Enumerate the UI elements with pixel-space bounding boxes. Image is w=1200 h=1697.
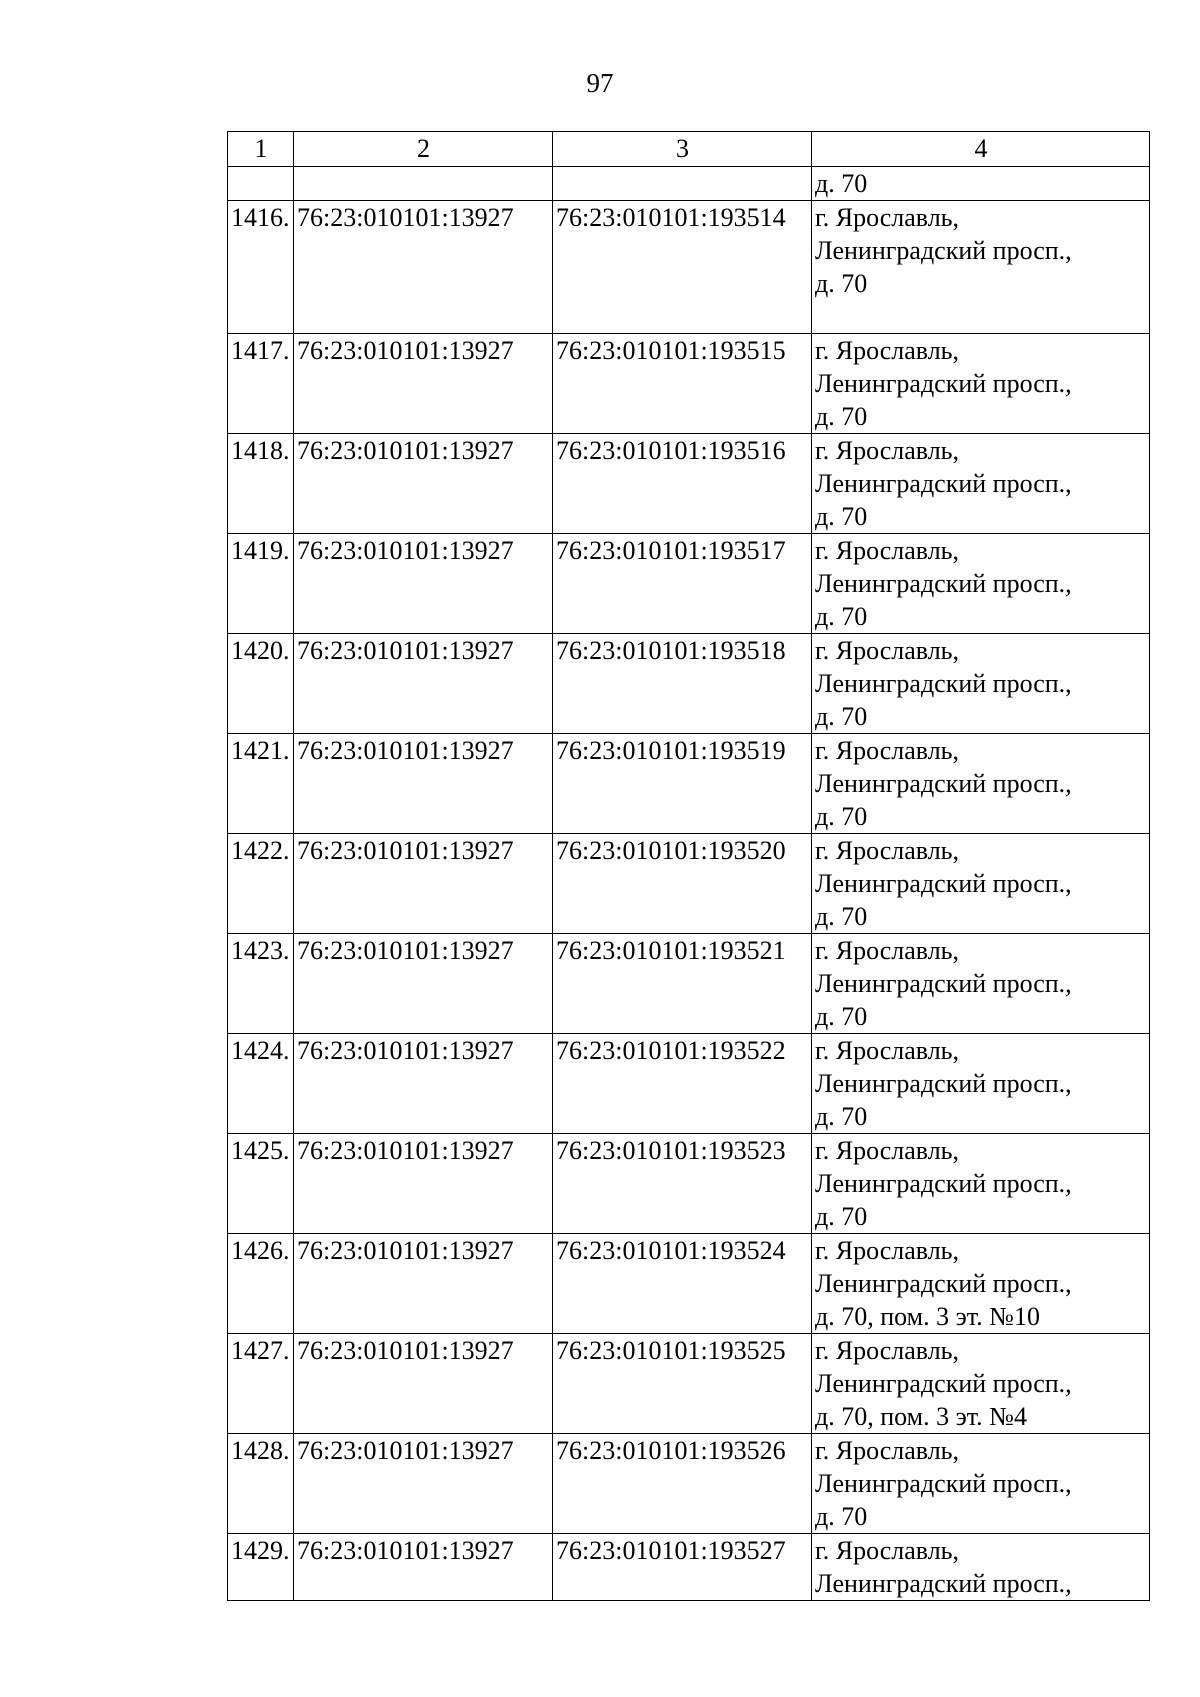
address-cell (812, 1034, 1150, 1134)
cadastral-number-cell (294, 167, 553, 201)
table-row (228, 1234, 1150, 1334)
table-row (228, 1134, 1150, 1234)
address-line: д. 70 (815, 269, 868, 298)
object-number-cell: 76:23:010101:193520 (553, 834, 812, 934)
address-line: г. Ярославль, (815, 1036, 960, 1065)
header-row (228, 132, 1150, 167)
address-line: Ленинградский просп., (815, 769, 1072, 798)
address-line: Ленинградский просп., (815, 1069, 1072, 1098)
address-cell (812, 934, 1150, 1034)
row-number-cell: 1418. (228, 434, 294, 534)
cadastral-number-cell: 76:23:010101:13927 (294, 201, 553, 334)
address-line: Ленинградский просп., (815, 1269, 1072, 1298)
table-row (228, 734, 1150, 834)
address-line: Ленинградский просп., (815, 236, 1072, 265)
object-number-cell (553, 167, 812, 201)
object-number-cell: 76:23:010101:193517 (553, 534, 812, 634)
address-cell (812, 634, 1150, 734)
cadastral-number-cell: 76:23:010101:13927 (294, 1434, 553, 1534)
address-line: д. 70 (815, 602, 868, 631)
row-number-cell: 1416. (228, 201, 294, 334)
address-line: д. 70, пом. 3 эт. №10 (815, 1302, 1040, 1331)
address-line: д. 70 (815, 169, 868, 198)
row-number-cell (228, 167, 294, 201)
row-number-cell: 1423. (228, 934, 294, 1034)
table-row (228, 201, 1150, 334)
address-cell (812, 1534, 1150, 1601)
row-number-cell: 1426. (228, 1234, 294, 1334)
address-line: Ленинградский просп., (815, 669, 1072, 698)
address-line: д. 70 (815, 1202, 868, 1231)
cadastral-number-cell: 76:23:010101:13927 (294, 734, 553, 834)
object-number-cell: 76:23:010101:193519 (553, 734, 812, 834)
address-line: Ленинградский просп., (815, 1369, 1072, 1398)
header-cell-3: 3 (553, 132, 812, 167)
row-number-cell: 1422. (228, 834, 294, 934)
address-line: г. Ярославль, (815, 536, 960, 565)
table-row (228, 934, 1150, 1034)
address-cell (812, 534, 1150, 634)
address-cell (812, 201, 1150, 334)
address-line: д. 70 (815, 1002, 868, 1031)
table-row-continued (228, 167, 1150, 201)
table-row (228, 634, 1150, 734)
object-number-cell: 76:23:010101:193523 (553, 1134, 812, 1234)
address-line: Ленинградский просп., (815, 1569, 1072, 1598)
table-row (228, 834, 1150, 934)
cadastral-number-cell: 76:23:010101:13927 (294, 934, 553, 1034)
address-cell (812, 434, 1150, 534)
object-number-cell: 76:23:010101:193521 (553, 934, 812, 1034)
address-line: д. 70 (815, 902, 868, 931)
address-line: Ленинградский просп., (815, 469, 1072, 498)
address-line: г. Ярославль, (815, 1436, 960, 1465)
address-cell (812, 1234, 1150, 1334)
object-number-cell: 76:23:010101:193518 (553, 634, 812, 734)
table-row (228, 1534, 1150, 1601)
address-line: Ленинградский просп., (815, 569, 1072, 598)
row-number-cell: 1428. (228, 1434, 294, 1534)
row-number-cell: 1417. (228, 334, 294, 434)
address-line: Ленинградский просп., (815, 869, 1072, 898)
address-line: д. 70 (815, 702, 868, 731)
table-body (228, 167, 1150, 1601)
row-number-cell: 1419. (228, 534, 294, 634)
address-cell (812, 834, 1150, 934)
address-line: г. Ярославль, (815, 436, 960, 465)
address-line: д. 70 (815, 1502, 868, 1531)
address-cell (812, 167, 1150, 201)
table-row (228, 1334, 1150, 1434)
address-line: г. Ярославль, (815, 836, 960, 865)
header-cell-1: 1 (228, 132, 294, 167)
header-cell-2: 2 (294, 132, 553, 167)
cadastral-number-cell: 76:23:010101:13927 (294, 1034, 553, 1134)
address-line: д. 70 (815, 802, 868, 831)
object-number-cell: 76:23:010101:193522 (553, 1034, 812, 1134)
address-cell (812, 1434, 1150, 1534)
cadastral-number-cell: 76:23:010101:13927 (294, 834, 553, 934)
address-line: г. Ярославль, (815, 203, 960, 232)
object-number-cell: 76:23:010101:193514 (553, 201, 812, 334)
table-header (228, 132, 1150, 167)
address-line: г. Ярославль, (815, 1236, 960, 1265)
row-number-cell: 1424. (228, 1034, 294, 1134)
address-cell (812, 1334, 1150, 1434)
address-line: г. Ярославль, (815, 636, 960, 665)
header-cell-4: 4 (812, 132, 1150, 167)
table-row (228, 1434, 1150, 1534)
cadastral-number-cell: 76:23:010101:13927 (294, 634, 553, 734)
address-cell (812, 1134, 1150, 1234)
row-number-cell: 1421. (228, 734, 294, 834)
address-line: д. 70 (815, 402, 868, 431)
address-line: д. 70 (815, 502, 868, 531)
address-line: Ленинградский просп., (815, 969, 1072, 998)
object-number-cell: 76:23:010101:193524 (553, 1234, 812, 1334)
object-number-cell: 76:23:010101:193525 (553, 1334, 812, 1434)
row-number-cell: 1425. (228, 1134, 294, 1234)
cadastral-number-cell: 76:23:010101:13927 (294, 1234, 553, 1334)
address-line: д. 70 (815, 1102, 868, 1131)
registry-table (227, 131, 1150, 1601)
table-row (228, 1034, 1150, 1134)
cadastral-number-cell: 76:23:010101:13927 (294, 534, 553, 634)
cadastral-number-cell: 76:23:010101:13927 (294, 1534, 553, 1601)
object-number-cell: 76:23:010101:193526 (553, 1434, 812, 1534)
address-line: Ленинградский просп., (815, 369, 1072, 398)
address-line: г. Ярославль, (815, 1336, 960, 1365)
address-line: д. 70, пом. 3 эт. №4 (815, 1402, 1027, 1431)
object-number-cell: 76:23:010101:193515 (553, 334, 812, 434)
cadastral-number-cell: 76:23:010101:13927 (294, 434, 553, 534)
address-line: г. Ярославль, (815, 1136, 960, 1165)
cadastral-number-cell: 76:23:010101:13927 (294, 1334, 553, 1434)
cadastral-number-cell: 76:23:010101:13927 (294, 1134, 553, 1234)
table-row (228, 334, 1150, 434)
row-number-cell: 1427. (228, 1334, 294, 1434)
row-number-cell: 1429. (228, 1534, 294, 1601)
address-cell (812, 334, 1150, 434)
address-line: г. Ярославль, (815, 936, 960, 965)
address-line: г. Ярославль, (815, 736, 960, 765)
row-number-cell: 1420. (228, 634, 294, 734)
address-cell (812, 734, 1150, 834)
object-number-cell: 76:23:010101:193527 (553, 1534, 812, 1601)
cadastral-number-cell: 76:23:010101:13927 (294, 334, 553, 434)
table-row (228, 534, 1150, 634)
address-line: Ленинградский просп., (815, 1469, 1072, 1498)
address-line: г. Ярославль, (815, 1536, 960, 1565)
object-number-cell: 76:23:010101:193516 (553, 434, 812, 534)
address-line: г. Ярославль, (815, 336, 960, 365)
page-number: 97 (586, 68, 614, 98)
table-row (228, 434, 1150, 534)
address-line: Ленинградский просп., (815, 1169, 1072, 1198)
